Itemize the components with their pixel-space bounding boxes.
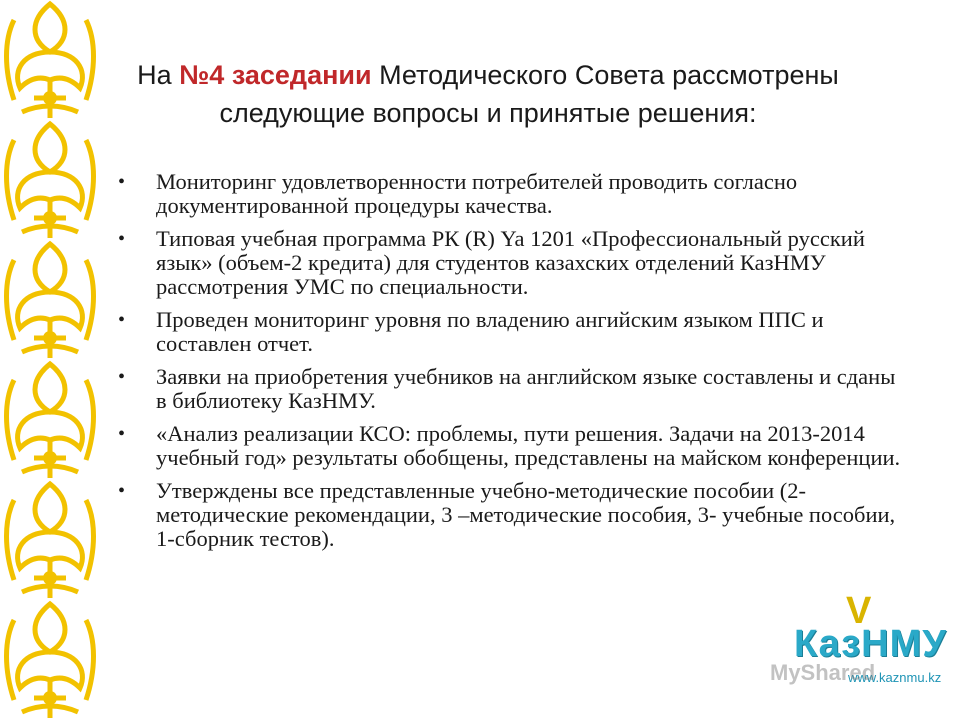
list-item (118, 479, 908, 551)
bullet-icon: • (118, 309, 126, 331)
bullet-icon: • (118, 171, 126, 193)
watermark: MyShared (770, 660, 876, 685)
list-item-text: Заявки на приобретения учебников на английском языке составлены и сданы в библиотеку КазНМУ. (156, 364, 896, 413)
bullet-list (118, 170, 908, 560)
title-highlight: №4 заседании (179, 60, 372, 90)
list-item-text: «Анализ реализации КСО: проблемы, пути решения. Задачи на 2013-2014 учебный год» результаты обобщены, представлены на майском конференции. (156, 421, 901, 470)
logo-name: КазНМУ (794, 623, 947, 665)
ornament-pattern-icon (0, 0, 100, 720)
logo-url: www.kaznmu.kz (848, 670, 942, 685)
title-suffix: Методического Совета рассмотрены следующие вопросы и принятые решения: (219, 60, 839, 128)
list-item-text: Типовая учебная программа РК (R) Ya 1201 «Профессиональный русский язык» (объем-2 кредита) для студентов казахских отделений КазНМУ рассмотрения УМС по специальности. (156, 226, 865, 299)
bullet-icon: • (118, 423, 126, 445)
title-prefix: На (137, 60, 180, 90)
list-item (118, 422, 908, 470)
list-item (118, 365, 908, 413)
list-item-text: Утверждены все представленные учебно-методические пособии (2-методические рекомендации, 3 –методические пособия, 3- учебные пособии, 1-сборник тестов). (156, 478, 896, 551)
list-item-text: Мониторинг удовлетворенности потребителей проводить согласно документированной процедуры качества. (156, 169, 798, 218)
slide-title (108, 56, 868, 132)
bullet-icon: • (118, 228, 126, 250)
bullet-icon: • (118, 480, 126, 502)
list-item (118, 308, 908, 356)
list-item-text: Проведен мониторинг уровня по владению ангийским языком ППС и составлен отчет. (156, 307, 824, 356)
list-item (118, 227, 908, 299)
ornament-border (0, 0, 100, 720)
bullet-icon: • (118, 366, 126, 388)
logo-mark-icon: V (846, 590, 872, 632)
list-item (118, 170, 908, 218)
